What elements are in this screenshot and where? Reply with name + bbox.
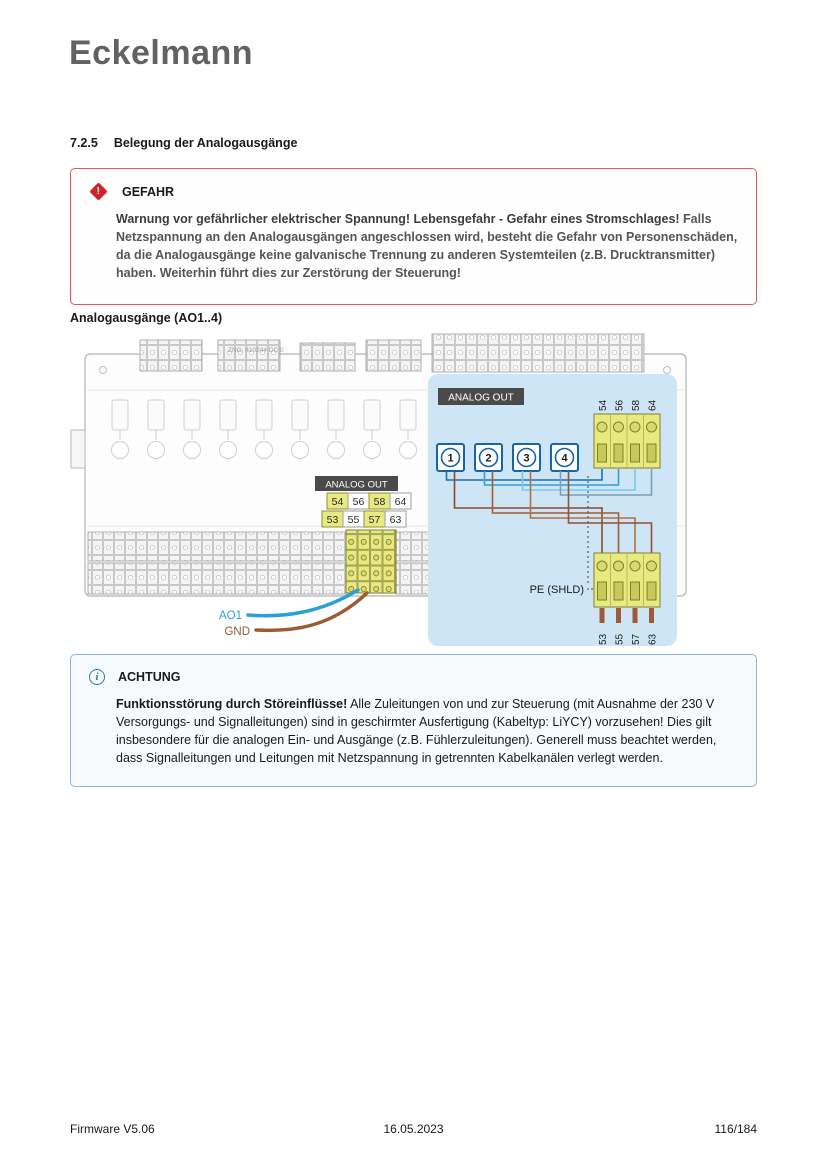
connector-number: 3 <box>523 452 530 465</box>
terminal-label: 53 <box>598 633 609 645</box>
terminal-strip-bottom-4 <box>396 563 432 594</box>
terminal-number: 55 <box>347 514 360 526</box>
terminal-label: 57 <box>631 633 642 645</box>
board-print-label: ZNG: 410244 DC 0 <box>228 347 284 354</box>
notice-body: Alle Zuleitungen von und zur Steuerung (mit Ausnahme der 230 V Versorgungs- und Signalleitungen) sind in geschirmter Ausfertigung (Kabeltyp: LiYCY) vorzusehen! Dies gilt insbesondere für die analogen Ein- und Ausgänge (z.B. Fühlerzuleitungen). Generell muss beachtet werden, dass Signalleitungen und Leitungen mit Netzspannung in getrennten Kabelkanälen verlegt werden. <box>116 697 717 766</box>
terminal-number: 64 <box>394 496 407 508</box>
danger-header <box>89 183 738 200</box>
terminal-strip-bottom-1 <box>88 532 346 561</box>
footer-page-number: 116/184 <box>714 1122 757 1136</box>
terminal-strip-top-right <box>432 334 644 372</box>
page-footer <box>70 1122 757 1136</box>
analog-output-connector-1 <box>437 444 464 471</box>
danger-diamond-icon: ! <box>89 182 107 200</box>
analog-out-detail-panel <box>428 374 677 646</box>
terminal-label: 56 <box>614 399 626 411</box>
notice-header <box>89 669 738 685</box>
terminal-strip-top-2 <box>218 340 280 371</box>
terminal-number: 63 <box>389 514 402 526</box>
analog-output-connector-4 <box>551 444 578 471</box>
figure-heading: Analogausgänge (AO1..4) <box>70 311 223 325</box>
terminal-number: 53 <box>326 514 339 526</box>
analog-out-terminal-block-board <box>346 530 396 593</box>
board-terminal-numbers-row1 <box>327 493 411 509</box>
notice-lead: Funktionsstörung durch Störeinflüsse! <box>116 697 348 711</box>
board-analog-out-label <box>315 476 398 491</box>
panel-terminal-block-top <box>594 414 660 468</box>
footer-date: 16.05.2023 <box>383 1122 444 1136</box>
pe-shield-label: PE (SHLD) <box>529 584 584 596</box>
wire-ao1-label: AO1 <box>218 610 242 622</box>
terminal-number: 58 <box>373 496 386 508</box>
notice-box <box>70 654 757 787</box>
terminal-number: 57 <box>368 514 381 526</box>
panel-terminal-block-bottom <box>594 553 660 607</box>
terminal-label: 55 <box>614 633 626 645</box>
section-number: 7.2.5 <box>70 136 98 150</box>
analog-output-connector-2 <box>475 444 502 471</box>
section-heading <box>70 136 297 150</box>
wire-gnd-label: GND <box>224 626 250 638</box>
relay-row <box>112 400 417 459</box>
danger-text <box>116 210 738 283</box>
terminal-strip-bottom-3 <box>396 532 432 561</box>
terminal-number: 56 <box>352 496 365 508</box>
danger-title: GEFAHR <box>122 184 175 199</box>
connector-number: 2 <box>485 452 492 465</box>
svg-text:ANALOG OUT: ANALOG OUT <box>325 479 388 491</box>
terminal-strip-bottom-2 <box>88 563 346 594</box>
board-terminal-numbers-row2 <box>322 511 406 527</box>
notice-title: ACHTUNG <box>118 670 181 684</box>
danger-body: Falls Netzspannung an den Analogausgängen angeschlossen wird, besteht die Gefahr von Personenschäden, da die Analogausgänge keine galvanische Trennung zu anderen Systemteilen (z.B. Drucktransmitter) haben. Weiterhin führt dies zur Zerstörung der Steuerung! <box>116 212 738 281</box>
section-title: Belegung der Analogausgänge <box>113 136 298 150</box>
info-icon: i <box>89 669 105 685</box>
terminal-label: 64 <box>647 399 659 411</box>
notice-text <box>116 695 738 768</box>
panel-analog-out-label: ANALOG OUT <box>448 392 514 404</box>
terminal-strip-top-1 <box>140 340 202 371</box>
danger-lead: Warnung vor gefährlicher elektrischer Spannung! Lebensgefahr - Gefahr eines Stromschlages! <box>116 212 680 226</box>
analog-output-connector-3 <box>513 444 540 471</box>
footer-firmware: Firmware V5.06 <box>70 1122 155 1136</box>
connector-number: 4 <box>561 452 568 465</box>
terminal-number: 54 <box>331 496 344 508</box>
terminal-strip-top-3 <box>300 343 355 371</box>
terminal-strip-top-4 <box>366 340 421 371</box>
wire-gnd <box>256 593 367 630</box>
side-connector <box>71 430 85 468</box>
terminal-label: 54 <box>598 399 609 411</box>
terminal-label: 63 <box>647 633 659 645</box>
terminal-label: 58 <box>631 399 642 411</box>
connector-number: 1 <box>447 452 454 465</box>
danger-box <box>70 168 757 305</box>
company-logo: Eckelmann <box>69 34 254 72</box>
wiring-diagram <box>70 330 770 652</box>
